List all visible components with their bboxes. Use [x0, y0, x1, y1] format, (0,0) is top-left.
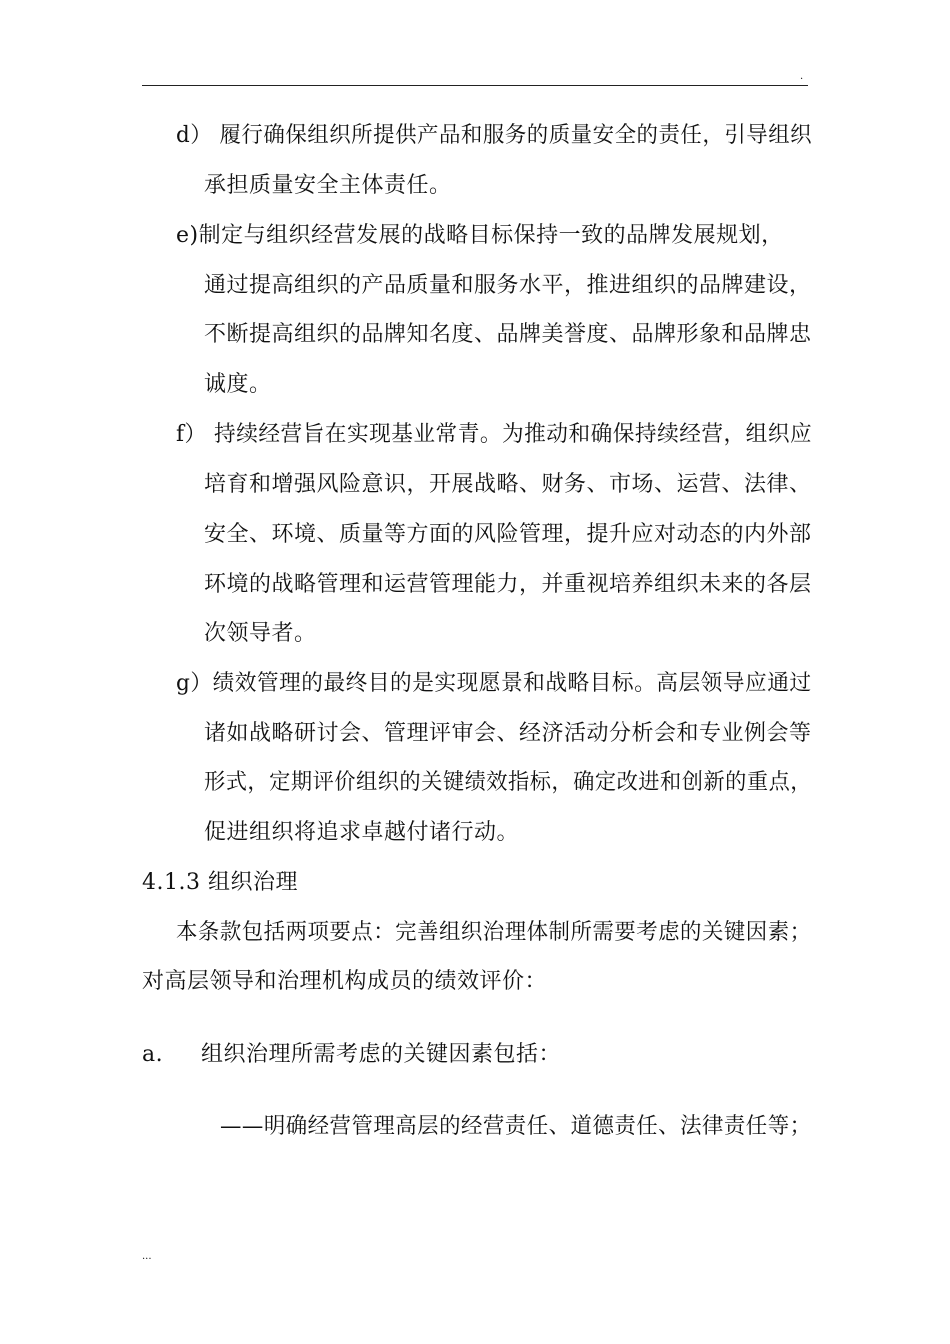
- item-f-line-5: 次领导者。: [204, 621, 317, 646]
- header-rule: [142, 85, 808, 86]
- list-item-a-text: 组织治理所需考虑的关键因素包括：: [201, 1042, 562, 1067]
- section-paragraph-line-2: 对高层领导和治理机构成员的绩效评价：: [142, 969, 548, 994]
- item-e-line-4: 诚度。: [204, 372, 272, 397]
- item-g-line-1: g）绩效管理的最终目的是实现愿景和战略目标。高层领导应通过: [176, 671, 812, 696]
- item-e-line-3: 不断提高组织的品牌知名度、品牌美誉度、品牌形象和品牌忠: [204, 322, 812, 347]
- footer-mark: ...: [142, 1251, 152, 1262]
- item-g-line-2: 诸如战略研讨会、管理评审会、经济活动分析会和专业例会等: [204, 721, 812, 746]
- item-f-line-2: 培育和增强风险意识，开展战略、财务、市场、运营、法律、: [204, 472, 812, 497]
- section-paragraph-line-1: 本条款包括两项要点：完善组织治理体制所需要考虑的关键因素；: [176, 920, 812, 945]
- item-f-line-4: 环境的战略管理和运营管理能力，并重视培养组织未来的各层: [204, 572, 812, 597]
- item-e-line-2: 通过提高组织的产品质量和服务水平，推进组织的品牌建设，: [204, 273, 812, 298]
- section-heading: 4.1.3 组织治理: [142, 870, 298, 895]
- item-d-line-1: d） 履行确保组织所提供产品和服务的质量安全的责任，引导组织: [176, 123, 813, 148]
- item-f-line-3: 安全、环境、质量等方面的风险管理，提升应对动态的内外部: [204, 522, 812, 547]
- item-e-line-1: e)制定与组织经营发展的战略目标保持一致的品牌发展规划，: [176, 223, 784, 248]
- item-f-line-1: f） 持续经营旨在实现基业常青。为推动和确保持续经营，组织应: [176, 422, 813, 447]
- bullet-line: ——明确经营管理高层的经营责任、道德责任、法律责任等；: [220, 1114, 812, 1139]
- item-g-line-4: 促进组织将追求卓越付诸行动。: [204, 820, 520, 845]
- header-mark: .: [800, 71, 804, 82]
- list-item-a-label: a.: [142, 1042, 164, 1067]
- item-g-line-3: 形式，定期评价组织的关键绩效指标，确定改进和创新的重点，: [204, 770, 813, 795]
- item-d-line-2: 承担质量安全主体责任。: [204, 173, 452, 198]
